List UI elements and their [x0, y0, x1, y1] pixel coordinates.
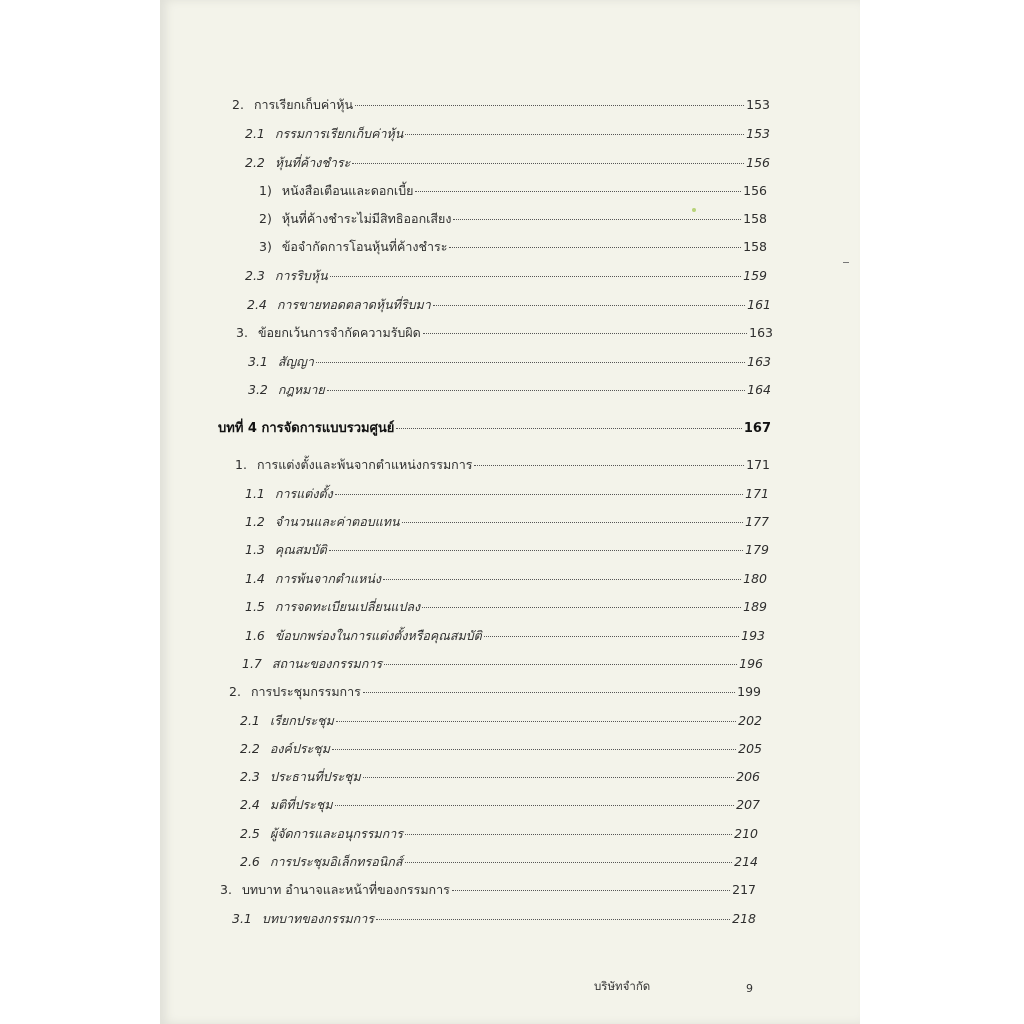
dot-leader [402, 522, 744, 523]
toc-title: หนังสือเตือนและดอกเบี้ย [281, 183, 414, 198]
toc-title: การประชุมกรรมการ [250, 684, 361, 699]
dot-leader [415, 191, 741, 192]
toc-number: 1.1 [245, 486, 265, 501]
toc-entry [248, 352, 771, 372]
dot-leader [453, 219, 741, 220]
toc-entry [240, 852, 758, 872]
toc-entry [240, 795, 760, 815]
toc-title: ประธานที่ประชุม [269, 769, 361, 784]
margin-mark [843, 262, 849, 263]
ink-speck [692, 208, 696, 212]
toc-page: 156 [746, 155, 770, 170]
toc-page: 163 [747, 354, 771, 369]
toc-number: 3) [259, 239, 272, 254]
toc-page: 202 [738, 713, 762, 728]
dot-leader [332, 749, 736, 750]
table-of-contents [160, 0, 860, 1024]
toc-entry [259, 209, 767, 229]
toc-number: 2.6 [240, 854, 260, 869]
toc-entry [245, 153, 770, 173]
toc-number: 2.4 [247, 297, 267, 312]
toc-page: 153 [746, 126, 770, 141]
book-page [160, 0, 860, 1024]
toc-page: 199 [737, 684, 761, 699]
toc-page: 161 [747, 297, 771, 312]
toc-page: 158 [743, 211, 767, 226]
toc-number: 2.2 [245, 155, 265, 170]
toc-page: 205 [738, 741, 762, 756]
toc-number: 3.1 [232, 911, 252, 926]
toc-entry [245, 540, 769, 560]
toc-page: 206 [736, 769, 760, 784]
toc-number: 2.4 [240, 797, 260, 812]
toc-page: 180 [743, 571, 767, 586]
toc-page: 196 [739, 656, 763, 671]
toc-number: 2.3 [245, 268, 265, 283]
toc-title: มติที่ประชุม [269, 797, 333, 812]
dot-leader [405, 134, 744, 135]
toc-number: 1.4 [245, 571, 265, 586]
toc-page: 159 [743, 268, 767, 283]
toc-title: จำนวนและค่าตอบแทน [274, 514, 400, 529]
dot-leader [452, 890, 730, 891]
toc-title: หุ้นที่ค้างชำระ [274, 155, 351, 170]
toc-title: การจดทะเบียนเปลี่ยนแปลง [274, 599, 421, 614]
toc-title: การแต่งตั้ง [274, 486, 333, 501]
dot-leader [335, 805, 735, 806]
toc-number: 1) [259, 183, 272, 198]
dot-leader [330, 276, 742, 277]
toc-entry [240, 767, 760, 787]
toc-entry [259, 181, 767, 201]
dot-leader [376, 919, 730, 920]
toc-page: 193 [741, 628, 765, 643]
dot-leader [405, 862, 733, 863]
toc-entry [259, 237, 767, 257]
toc-page: 163 [749, 325, 773, 340]
chapter-title: บทที่ 4 การจัดการแบบรวมศูนย์ [218, 421, 395, 436]
dot-leader [363, 777, 734, 778]
toc-page: 218 [732, 911, 756, 926]
dot-leader [423, 333, 747, 334]
toc-entry [240, 711, 762, 731]
toc-entry [245, 597, 767, 617]
toc-title: การพ้นจากตำแหน่ง [274, 571, 381, 586]
dot-leader [449, 247, 741, 248]
toc-title: การแต่งตั้งและพ้นจากตำแหน่งกรรมการ [256, 457, 473, 472]
toc-page: 164 [747, 382, 771, 397]
toc-number: 2.1 [240, 713, 260, 728]
dot-leader [384, 664, 737, 665]
toc-entry [242, 654, 763, 674]
toc-title: สถานะของกรรมการ [271, 656, 383, 671]
toc-number: 2.3 [240, 769, 260, 784]
toc-number: 1.6 [245, 628, 265, 643]
toc-number: 3. [220, 882, 232, 897]
toc-page: 214 [734, 854, 758, 869]
toc-page: 210 [734, 826, 758, 841]
dot-leader [396, 428, 742, 429]
toc-page: 217 [732, 882, 756, 897]
page-number: 9 [746, 982, 753, 995]
toc-entry [245, 124, 770, 144]
toc-title: หุ้นที่ค้างชำระไม่มีสิทธิออกเสียง [281, 211, 452, 226]
toc-number: 1.7 [242, 656, 262, 671]
toc-page: 167 [743, 421, 771, 436]
dot-leader [422, 607, 741, 608]
toc-number: 1.3 [245, 542, 265, 557]
toc-entry [245, 484, 769, 504]
toc-number: 1.5 [245, 599, 265, 614]
toc-number: 2.2 [240, 741, 260, 756]
dot-leader [474, 465, 744, 466]
toc-page: 156 [743, 183, 767, 198]
toc-title: ข้อยกเว้นการจำกัดความรับผิด [257, 325, 421, 340]
dot-leader [352, 163, 744, 164]
toc-page: 179 [745, 542, 769, 557]
toc-page: 158 [743, 239, 767, 254]
toc-title: ผู้จัดการและอนุกรรมการ [269, 826, 403, 841]
toc-title: การริบหุ้น [274, 268, 328, 283]
running-footer-title: บริษัทจำกัด [594, 979, 651, 993]
toc-title: ข้อบกพร่องในการแต่งตั้งหรือคุณสมบัติ [274, 628, 482, 643]
toc-page: 153 [746, 97, 770, 112]
toc-entry [240, 824, 758, 844]
dot-leader [363, 692, 735, 693]
toc-page: 171 [745, 486, 769, 501]
toc-number: 3. [236, 325, 248, 340]
toc-entry [248, 380, 771, 400]
dot-leader [336, 721, 736, 722]
toc-entry [240, 739, 762, 759]
toc-title: บทบาท อำนาจและหน้าที่ของกรรมการ [241, 882, 450, 897]
toc-number: 2. [229, 684, 241, 699]
toc-entry [245, 512, 769, 532]
toc-entry [229, 682, 761, 702]
dot-leader [405, 834, 732, 835]
dot-leader [433, 305, 745, 306]
toc-page: 171 [746, 457, 770, 472]
toc-number: 3.1 [248, 354, 268, 369]
toc-entry [232, 95, 770, 115]
toc-entry [245, 266, 767, 286]
dot-leader [355, 105, 744, 106]
toc-number: 3.2 [248, 382, 268, 397]
toc-title: บทบาทของกรรมการ [261, 911, 374, 926]
toc-entry [236, 323, 773, 343]
toc-page: 177 [745, 514, 769, 529]
toc-title: การขายทอดตลาดหุ้นที่ริบมา [276, 297, 431, 312]
toc-title: สัญญา [277, 354, 314, 369]
toc-number: 2. [232, 97, 244, 112]
toc-entry [235, 455, 770, 475]
toc-title: กรรมการเรียกเก็บค่าหุ้น [274, 126, 404, 141]
toc-entry [232, 909, 756, 929]
toc-number: 2) [259, 211, 272, 226]
toc-page: 189 [743, 599, 767, 614]
toc-title: ข้อจำกัดการโอนหุ้นที่ค้างชำระ [281, 239, 448, 254]
toc-entry [245, 626, 765, 646]
dot-leader [335, 494, 743, 495]
dot-leader [316, 362, 745, 363]
toc-title: เรียกประชุม [269, 713, 334, 728]
toc-number: 2.1 [245, 126, 265, 141]
toc-number: 1.2 [245, 514, 265, 529]
toc-entry [220, 880, 756, 900]
toc-title: การประชุมอิเล็กทรอนิกส์ [269, 854, 403, 869]
dot-leader [327, 390, 745, 391]
toc-entry [245, 569, 767, 589]
toc-title: การเรียกเก็บค่าหุ้น [253, 97, 354, 112]
dot-leader [484, 636, 739, 637]
toc-title: องค์ประชุม [269, 741, 330, 756]
chapter-entry [218, 417, 771, 438]
toc-title: กฎหมาย [277, 382, 325, 397]
toc-number: 1. [235, 457, 247, 472]
toc-title: คุณสมบัติ [274, 542, 327, 557]
toc-page: 207 [736, 797, 760, 812]
toc-entry [247, 295, 771, 315]
toc-number: 2.5 [240, 826, 260, 841]
dot-leader [383, 579, 741, 580]
dot-leader [329, 550, 743, 551]
